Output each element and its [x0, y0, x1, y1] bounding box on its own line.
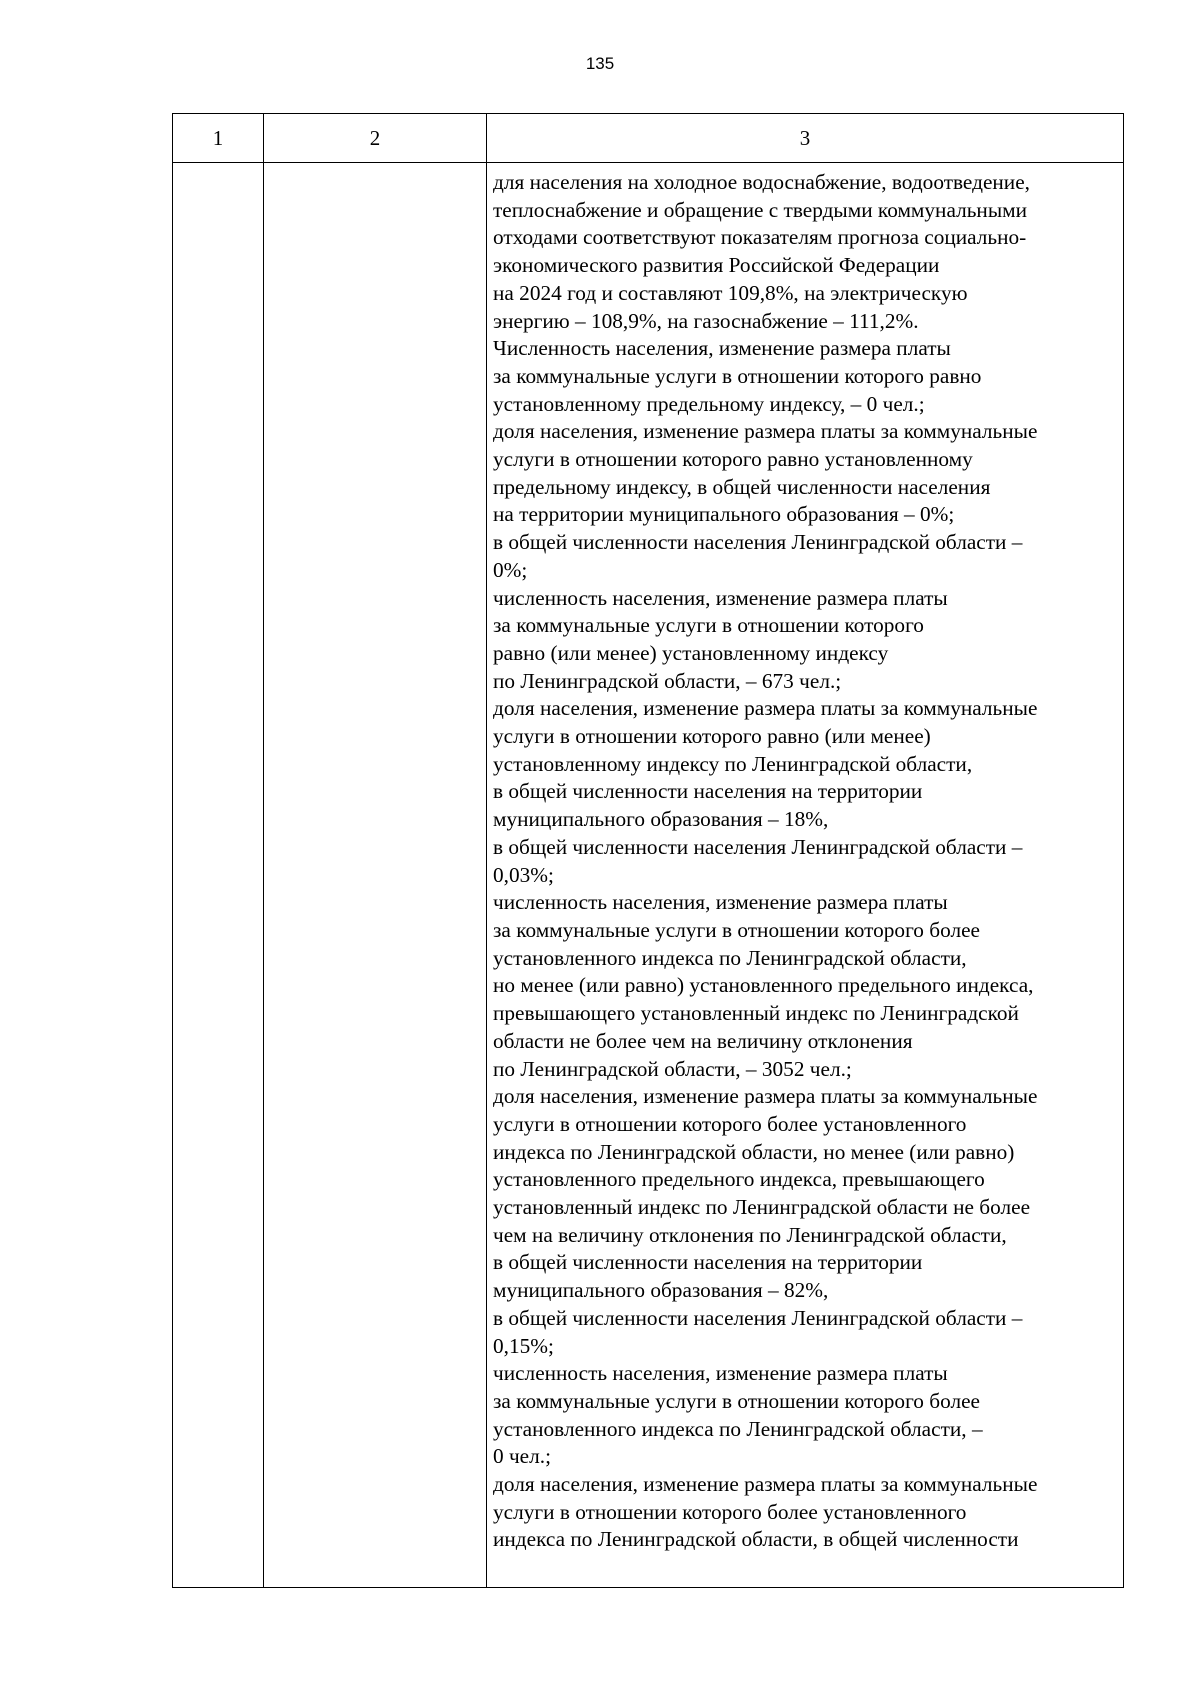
text-line: установленного предельного индекса, превышающего — [493, 1167, 985, 1192]
text-line: доля населения, изменение размера платы за коммунальные — [493, 419, 1038, 444]
text-line: чем на величину отклонения по Ленинградской области, — [493, 1222, 1007, 1247]
text-line: для населения на холодное водоснабжение, водоотведение, — [493, 170, 1030, 194]
text-line: области не более чем на величину отклонения — [493, 1028, 913, 1053]
cell-column-2 — [264, 163, 487, 1588]
text-line: услуги в отношении которого более установленного — [493, 1111, 967, 1136]
table-header-row — [173, 114, 1124, 163]
text-line: 0,15%; — [493, 1333, 554, 1358]
column-header-3: 3 — [487, 114, 1124, 163]
text-line: численность населения, изменение размера платы — [493, 585, 948, 610]
text-line: в общей численности населения Ленинградской области – — [493, 834, 1023, 859]
text-line: в общей численности населения на территории — [493, 779, 923, 804]
text-line: отходами соответствуют показателям прогноза социально- — [493, 225, 1027, 250]
text-line: за коммунальные услуги в отношении которого более — [493, 1388, 980, 1413]
text-line: за коммунальные услуги в отношении которого равно — [493, 363, 982, 388]
cell-column-1 — [173, 163, 264, 1588]
text-line: предельному индексу, в общей численности населения — [493, 474, 991, 499]
text-line: в общей численности населения на территории — [493, 1250, 923, 1275]
text-line: услуги в отношении которого равно (или менее) — [493, 724, 931, 749]
column-header-2: 2 — [264, 114, 487, 163]
text-line: равно (или менее) установленному индексу — [493, 640, 889, 665]
text-line: установленному предельному индексу, – 0 чел.; — [493, 391, 925, 416]
cell-column-3 — [487, 163, 1124, 1588]
table-row — [173, 163, 1124, 1588]
text-line: на 2024 год и составляют 109,8%, на электрическую — [493, 280, 968, 305]
text-line: энергию – 108,9%, на газоснабжение – 111,2%. — [493, 308, 919, 333]
cell-text — [493, 169, 1119, 1554]
text-line: за коммунальные услуги в отношении которого — [493, 613, 924, 638]
text-line: установленному индексу по Ленинградской области, — [493, 751, 973, 776]
text-line: доля населения, изменение размера платы за коммунальные — [493, 696, 1038, 721]
text-line: в общей численности населения Ленинградской области – — [493, 1305, 1023, 1330]
text-line: теплоснабжение и обращение с твердыми коммунальными — [493, 197, 1028, 222]
text-line: доля населения, изменение размера платы за коммунальные — [493, 1472, 1038, 1497]
text-line: на территории муниципального образования – 0%; — [493, 502, 955, 527]
text-line: численность населения, изменение размера платы — [493, 1361, 948, 1386]
text-line: за коммунальные услуги в отношении которого более — [493, 917, 980, 942]
page-number: 135 — [585, 54, 615, 73]
text-line: 0%; — [493, 557, 528, 582]
text-line: но менее (или равно) установленного предельного индекса, — [493, 973, 1034, 998]
text-line: по Ленинградской области, – 673 чел.; — [493, 668, 842, 693]
text-line: установленного индекса по Ленинградской области, – — [493, 1416, 983, 1441]
text-line: установленного индекса по Ленинградской области, — [493, 945, 967, 970]
text-line: 0 чел.; — [493, 1444, 552, 1469]
text-line: услуги в отношении которого равно установленному — [493, 447, 973, 472]
column-header-1: 1 — [173, 114, 264, 163]
text-line: численность населения, изменение размера платы — [493, 890, 948, 915]
text-line: муниципального образования – 18%, — [493, 807, 829, 832]
text-line: по Ленинградской области, – 3052 чел.; — [493, 1056, 852, 1081]
text-line: превышающего установленный индекс по Ленинградской — [493, 1001, 1019, 1026]
text-line: установленный индекс по Ленинградской области не более — [493, 1195, 1031, 1220]
text-line: доля населения, изменение размера платы за коммунальные — [493, 1084, 1038, 1109]
text-line: муниципального образования – 82%, — [493, 1278, 829, 1303]
text-line: экономического развития Российской Федерации — [493, 253, 940, 278]
text-line: 0,03%; — [493, 862, 554, 887]
text-line: индекса по Ленинградской области, в общей численности — [493, 1527, 1019, 1552]
text-line: индекса по Ленинградской области, но менее (или равно) — [493, 1139, 1015, 1164]
text-line: в общей численности населения Ленинградской области – — [493, 530, 1023, 555]
text-line: услуги в отношении которого более установленного — [493, 1499, 967, 1524]
text-line: Численность населения, изменение размера платы — [493, 336, 951, 361]
document-table — [172, 113, 1124, 1588]
